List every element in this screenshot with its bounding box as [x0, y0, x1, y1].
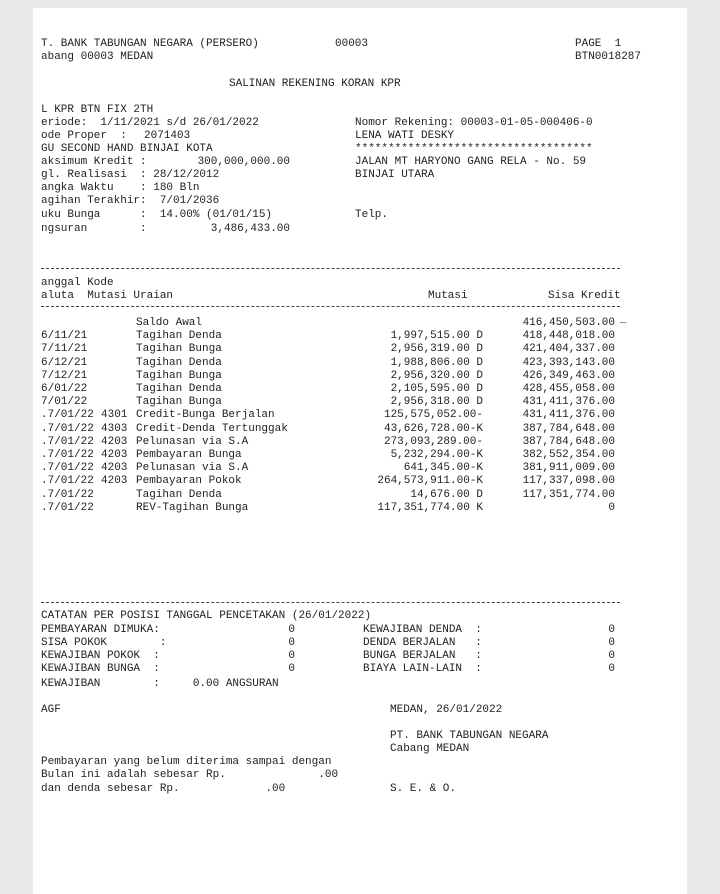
- note-value: 0: [608, 663, 615, 675]
- row-sisa-kredit: 421,404,337.00: [522, 343, 615, 356]
- row-mutasi: 1,997,515.00 D: [390, 330, 483, 343]
- row-mutasi: 2,105,595.00 D: [390, 383, 483, 395]
- row-description: Credit-Bunga Berjalan: [136, 409, 275, 422]
- row-date: 7/12/21: [41, 369, 88, 382]
- row-code: 4203: [101, 449, 128, 461]
- note-label: PEMBAYARAN DIMUKA:: [41, 624, 160, 636]
- note-value: 0: [608, 637, 615, 649]
- row-description: Pembayaran Bunga: [136, 449, 242, 461]
- row-description: Pembayaran Pokok: [136, 475, 242, 488]
- note-label: DENDA BERJALAN :: [363, 637, 482, 649]
- row-description: Tagihan Bunga: [136, 369, 222, 382]
- loan-term: angka Waktu : 180 Bln: [41, 182, 200, 194]
- interest-rate: uku Bunga : 14.00% (01/01/15): [41, 209, 273, 221]
- divider-top: [41, 268, 620, 269]
- row-description: Credit-Denda Tertunggak: [136, 422, 288, 435]
- divider-bottom: [41, 602, 620, 603]
- row-sisa-kredit: 382,552,354.00: [522, 449, 615, 461]
- row-description: Saldo Awal: [136, 317, 203, 329]
- table-row: [33, 330, 687, 343]
- proper-label: ode Proper :: [41, 130, 127, 142]
- table-row: [33, 502, 687, 515]
- row-description: Tagihan Denda: [136, 356, 222, 369]
- column-header-mutasi: Mutasi: [428, 290, 468, 302]
- document-number: BTN0018287: [575, 51, 642, 63]
- address-line-1: JALAN MT HARYONO GANG RELA - No. 59: [355, 156, 587, 168]
- row-description: REV-Tagihan Bunga: [136, 501, 249, 514]
- row-sisa-kredit: 117,351,774.00: [522, 488, 615, 501]
- row-date: .7/01/22: [41, 488, 94, 501]
- row-code: 4203: [101, 462, 128, 475]
- table-row: [33, 383, 687, 396]
- note-label: KEWAJIBAN DENDA :: [363, 624, 482, 636]
- row-mutasi: 5,232,294.00-K: [390, 449, 483, 461]
- note-label: BUNGA BERJALAN :: [363, 650, 482, 662]
- table-row: [33, 489, 687, 502]
- row-sisa-kredit: 117,337,098.00: [522, 475, 615, 488]
- branch-name: abang 00003 MEDAN: [41, 51, 154, 63]
- table-row: [33, 317, 687, 330]
- row-mutasi: 1,988,806.00 D: [390, 356, 483, 369]
- row-mutasi: 641,345.00-K: [403, 462, 483, 475]
- seo-note: S. E. & O.: [390, 783, 457, 795]
- row-date: .7/01/22: [41, 475, 94, 488]
- row-sisa-kredit: 426,349,463.00: [522, 369, 615, 382]
- table-row: [33, 409, 687, 422]
- table-row: [33, 370, 687, 383]
- table-row: [33, 396, 687, 409]
- note-label: BIAYA LAIN-LAIN :: [363, 663, 482, 675]
- row-mutasi: 2,956,320.00 D: [390, 369, 483, 382]
- row-mutasi: 117,351,774.00 K: [377, 501, 483, 514]
- unpaid-note-2: Bulan ini adalah sebesar Rp. .00: [41, 769, 339, 781]
- column-header-date: anggal Kode: [41, 277, 114, 289]
- row-sisa-kredit: 0: [608, 501, 615, 514]
- note-value: 0: [608, 650, 615, 662]
- row-date: .7/01/22: [41, 501, 94, 514]
- row-date: .7/01/22: [41, 422, 94, 435]
- notes-title: CATATAN PER POSISI TANGGAL PENCETAKAN (26/01/2022): [41, 610, 372, 622]
- note-value: 0: [288, 637, 295, 649]
- row-date: .7/01/22: [41, 449, 94, 461]
- row-date: .7/01/22: [41, 435, 94, 448]
- row-description: Pelunasan via S.A: [136, 462, 249, 475]
- row-date: 6/12/21: [41, 356, 88, 369]
- unpaid-note-3: dan denda sebesar Rp. .00: [41, 783, 286, 795]
- phone-label: Telp.: [355, 209, 389, 221]
- address-line-2: BINJAI UTARA: [355, 169, 435, 181]
- row-date: .7/01/22: [41, 462, 94, 475]
- row-code: 4301: [101, 409, 128, 422]
- proper-code: 2071403: [144, 130, 191, 142]
- row-sisa-kredit: 428,455,058.00: [522, 383, 615, 395]
- row-description: Pelunasan via S.A: [136, 435, 249, 448]
- row-code: 4203: [101, 435, 128, 448]
- row-sisa-kredit: 423,393,143.00: [522, 356, 615, 369]
- row-mutasi: 43,626,728.00-K: [383, 422, 483, 435]
- row-date: 7/01/22: [41, 396, 88, 409]
- row-date: .7/01/22: [41, 409, 94, 422]
- customer-name: LENA WATI DESKY: [355, 130, 455, 142]
- separator-stars: ************************************: [355, 143, 593, 155]
- row-code: 4303: [101, 422, 128, 435]
- row-mutasi: 14,676.00 D: [410, 488, 483, 501]
- row-sisa-kredit: 416,450,503.00: [522, 317, 615, 329]
- product-name: L KPR BTN FIX 2TH: [41, 104, 154, 116]
- row-code: 4203: [101, 475, 128, 488]
- row-sisa-kredit: 387,784,648.00: [522, 422, 615, 435]
- document-title: SALINAN REKENING KORAN KPR: [229, 78, 401, 90]
- row-mutasi: 125,575,052.00-: [383, 409, 483, 422]
- page-number: PAGE 1: [575, 38, 622, 50]
- unpaid-note-1: Pembayaran yang belum diterima sampai dengan: [41, 756, 332, 768]
- note-label: KEWAJIBAN BUNGA :: [41, 663, 160, 675]
- row-description: Tagihan Denda: [136, 383, 222, 395]
- row-sisa-kredit: 387,784,648.00: [522, 435, 615, 448]
- footer-branch: Cabang MEDAN: [390, 743, 470, 755]
- last-bill: agihan Terakhir: 7/01/2036: [41, 195, 220, 207]
- footer-bank-name: PT. BANK TABUNGAN NEGARA: [390, 730, 549, 742]
- table-row: [33, 357, 687, 370]
- table-row: [33, 423, 687, 436]
- kewajiban-line: KEWAJIBAN : 0.00 ANGSURAN: [41, 678, 279, 690]
- table-row: [33, 462, 687, 475]
- row-mutasi: 2,956,318.00 D: [390, 396, 483, 409]
- dash-mark: _: [620, 314, 627, 326]
- row-description: Tagihan Bunga: [136, 343, 222, 356]
- column-header-code: aluta Mutasi Uraian: [41, 290, 174, 302]
- period: eriode: 1/11/2021 s/d 26/01/2022: [41, 117, 259, 129]
- row-sisa-kredit: 431,411,376.00: [522, 409, 615, 422]
- bank-name: T. BANK TABUNGAN NEGARA (PERSERO): [41, 38, 259, 50]
- note-label: KEWAJIBAN POKOK :: [41, 650, 160, 662]
- realization-date: gl. Realisasi : 28/12/2012: [41, 169, 220, 181]
- note-value: 0: [608, 624, 615, 636]
- row-description: Tagihan Denda: [136, 488, 222, 501]
- row-mutasi: 273,093,289.00-: [383, 435, 483, 448]
- divider-header: [41, 306, 620, 307]
- installment-value: 3,486,433.00: [210, 223, 290, 235]
- agf-label: AGF: [41, 704, 61, 716]
- row-sisa-kredit: 381,911,009.00: [522, 462, 615, 475]
- developer: GU SECOND HAND BINJAI KOTA: [41, 143, 213, 155]
- note-value: 0: [288, 663, 295, 675]
- row-date: 6/11/21: [41, 330, 88, 343]
- row-sisa-kredit: 418,448,018.00: [522, 330, 615, 343]
- row-date: 6/01/22: [41, 383, 88, 395]
- column-header-sisa: Sisa Kredit: [548, 290, 621, 302]
- table-row: [33, 436, 687, 449]
- table-row: [33, 475, 687, 488]
- statement-page: [33, 8, 687, 894]
- row-description: Tagihan Denda: [136, 330, 222, 343]
- branch-code: 00003: [335, 38, 369, 50]
- table-row: [33, 343, 687, 356]
- note-value: 0: [288, 650, 295, 662]
- table-row: [33, 449, 687, 462]
- row-mutasi: 2,956,319.00 D: [390, 343, 483, 356]
- row-description: Tagihan Bunga: [136, 396, 222, 409]
- account-number: Nomor Rekening: 00003-01-05-000406-0: [355, 117, 593, 129]
- max-credit-label: aksimum Kredit :: [41, 156, 147, 168]
- installment-label: ngsuran :: [41, 223, 147, 235]
- row-date: 7/11/21: [41, 343, 88, 356]
- place-date: MEDAN, 26/01/2022: [390, 704, 503, 716]
- row-sisa-kredit: 431,411,376.00: [522, 396, 615, 409]
- note-value: 0: [288, 624, 295, 636]
- row-mutasi: 264,573,911.00-K: [377, 475, 483, 488]
- max-credit-value: 300,000,000.00: [197, 156, 290, 168]
- note-label: SISA POKOK :: [41, 637, 167, 649]
